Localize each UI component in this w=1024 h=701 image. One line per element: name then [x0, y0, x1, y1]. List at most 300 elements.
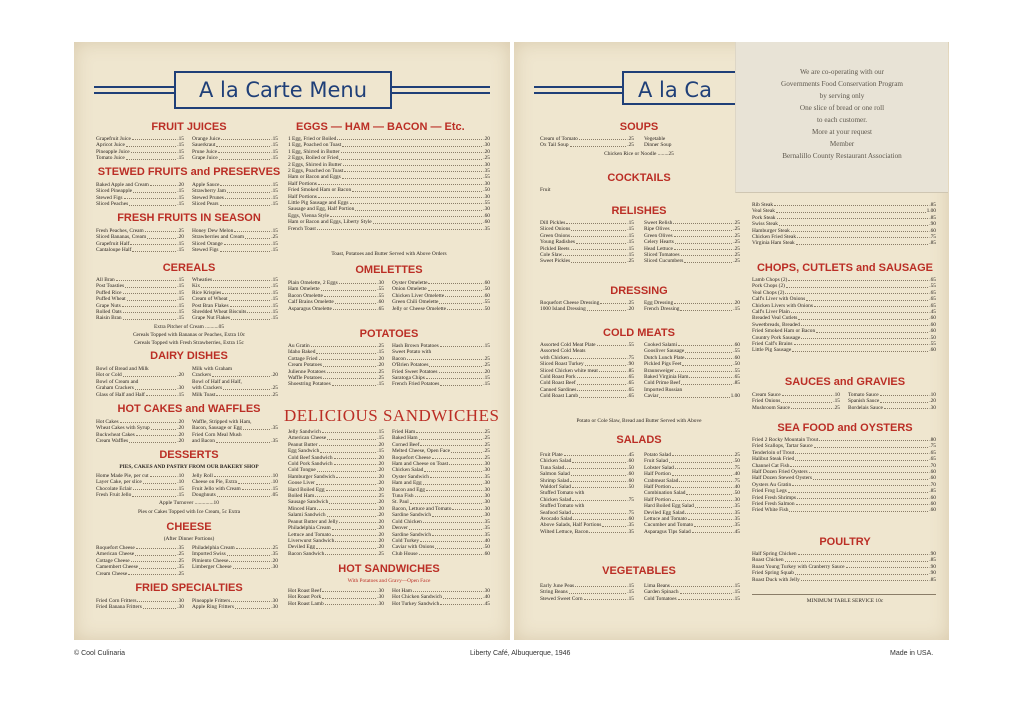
soups-extra: Chicken Rice or Noodle ........25	[604, 151, 674, 157]
potatoes-col2	[392, 343, 490, 388]
menu-item-name: 2 Eggs, Shirred in Butter	[288, 161, 342, 168]
dot-leader	[680, 306, 732, 310]
menu-item-price: .85	[929, 202, 936, 208]
dot-leader	[659, 393, 729, 397]
heading-cocktails: COCKTAILS	[607, 172, 671, 184]
menu-item-price: .25	[833, 404, 840, 411]
fried-specialties-col1	[96, 598, 184, 611]
menu-item-price: .15	[177, 155, 184, 162]
menu-item-price: .30	[483, 142, 490, 149]
menu-item-name: Layer Cake, per slice	[96, 479, 142, 486]
menu-item-price: .20	[177, 234, 184, 241]
menu-item-price: .15	[271, 309, 278, 316]
menu-item-name: Lettuce and Tomato	[288, 531, 331, 538]
heading-poultry: POULTRY	[819, 536, 871, 548]
menu-item-price: .40	[483, 537, 490, 544]
menu-item-name: Halibut Steak Fried	[752, 456, 795, 463]
dot-leader	[322, 588, 376, 592]
menu-item-name: Roast Chicken	[752, 557, 784, 564]
dot-leader	[130, 241, 176, 245]
menu-item-price: .85	[929, 214, 936, 221]
menu-item-name: Ham Omelette	[288, 286, 320, 293]
menu-item-name: Roast Young Turkey with Cranberry Sauce	[752, 563, 845, 570]
menu-item-price: .35	[733, 516, 740, 523]
desserts-extra: Apple Turnover ..............10	[159, 500, 219, 506]
menu-item-name: Pineapple Juice	[96, 148, 130, 155]
dot-leader	[143, 604, 176, 608]
dressing-col2	[644, 300, 740, 313]
menu-item-name: Sliced Bananas, Cream	[96, 234, 147, 241]
menu-item-price: .65	[929, 289, 936, 296]
notice-line-8: Bernalillo County Restaurant Association	[782, 152, 902, 160]
dot-leader	[430, 474, 482, 478]
menu-item-name: Sliced Roast Turkey	[540, 361, 584, 368]
cold-meats-col1	[540, 342, 634, 400]
heading-seafood: SEA FOOD and OYSTERS	[777, 422, 913, 434]
menu-item-name: Honey Dew Melon	[192, 228, 234, 234]
menu-item	[644, 393, 740, 399]
menu-item-name: Half Portion	[644, 484, 671, 491]
menu-item-price: .35	[271, 438, 278, 445]
menu-item	[96, 201, 184, 207]
menu-item-price: .60	[483, 212, 490, 219]
menu-item	[752, 507, 936, 513]
menu-item-price: .15	[271, 228, 278, 234]
dot-leader	[688, 516, 732, 520]
dot-leader	[674, 233, 733, 237]
menu-item-name: Rice Krispies	[192, 289, 222, 296]
menu-item-name: Deviled Egg Salad	[644, 509, 685, 516]
menu-item-name: Sweet Relish	[644, 220, 673, 226]
sauces-col1	[752, 392, 840, 411]
menu-item-price: .85	[627, 367, 634, 374]
heading-chops: CHOPS, CUTLETS and SAUSAGE	[756, 262, 934, 274]
menu-item-price: .15	[627, 252, 634, 259]
dot-leader	[781, 398, 832, 402]
menu-item-name: Corned Beef	[392, 441, 420, 448]
dot-leader	[692, 529, 733, 533]
dot-leader	[125, 283, 176, 287]
menu-item	[192, 604, 278, 610]
heading-cheese: CHEESE	[166, 521, 212, 533]
dot-leader	[218, 149, 270, 153]
dot-leader	[317, 226, 482, 230]
heading-dressing: DRESSING	[610, 285, 668, 297]
heading-fried-specialties: FRIED SPECIALTIES	[135, 582, 243, 594]
menu-item-price: .25	[733, 232, 740, 239]
dot-leader	[330, 213, 482, 217]
menu-item-name: Head Lettuce	[644, 245, 673, 252]
menu-item-price: .55	[627, 342, 634, 348]
cereals-col2	[192, 277, 278, 322]
menu-item-name: Fried Scallops, Tartar Sauce	[752, 443, 813, 450]
dot-leader	[243, 425, 270, 429]
menu-item-name: Bordelais Sauce	[848, 404, 883, 411]
hotcakes-col1	[96, 419, 184, 445]
menu-item-price: .25	[483, 355, 490, 362]
menu-item-name: Tuna Fish	[392, 493, 414, 500]
dot-leader	[673, 220, 732, 224]
menu-item-price: .30	[177, 604, 184, 611]
dot-leader	[602, 522, 626, 526]
dairy-col1	[96, 366, 184, 398]
menu-item-price: .15	[733, 306, 740, 313]
dot-leader	[423, 519, 482, 523]
desserts-note: Pies or Cakes Topped with Ice Cream, 5c Extra	[137, 509, 241, 515]
cereals-note-2: Cereals Topped with Bananas or Peaches, Extra 10c	[132, 332, 246, 338]
potatoes-col1	[288, 343, 384, 388]
menu-item-name: Cream Cheese	[96, 570, 128, 577]
menu-item-name: Fried White Fish	[752, 507, 789, 514]
menu-item-price: .20	[377, 486, 384, 493]
dot-leader	[685, 510, 732, 514]
menu-item	[288, 381, 384, 387]
dot-leader	[689, 374, 732, 378]
menu-item-price: .30	[483, 493, 490, 500]
menu-item-name: Fresh Fruit Jello	[96, 492, 132, 499]
menu-item-name: Bacon	[392, 355, 406, 362]
notice-line-3: by serving only	[819, 92, 865, 100]
dot-leader	[571, 246, 627, 250]
dot-leader	[579, 393, 626, 397]
dot-leader	[571, 233, 626, 237]
menu-item-name: Dill Pickles	[540, 220, 566, 226]
right-title-rule-2	[534, 92, 622, 94]
dot-leader	[335, 538, 376, 542]
menu-item-name: Stewed Figs	[96, 194, 123, 201]
dot-leader	[785, 557, 929, 561]
footer-caption: Liberty Café, Albuquerque, 1946	[470, 650, 571, 657]
menu-item-price: .70	[929, 481, 936, 488]
menu-item-price: .75	[627, 509, 634, 516]
menu-item-name: Goose Liver	[288, 480, 315, 487]
menu-item-price: .15	[271, 315, 278, 322]
menu-item-name: Cold Chicken	[392, 518, 422, 525]
menu-item-price: .60	[929, 315, 936, 322]
menu-item-name: Tomato Sauce	[848, 392, 879, 398]
menu-item-price: .20	[627, 306, 634, 313]
menu-item-name: Boiled Ham	[288, 493, 315, 500]
menu-item-price: .50	[483, 286, 490, 293]
menu-item-price: .55	[733, 367, 740, 374]
menu-item-name: Bowl of Half and Half,	[192, 378, 242, 385]
heading-salads: SALADS	[616, 434, 662, 446]
menu-item-name: Jelly Sandwich	[288, 429, 321, 435]
heading-omelettes: OMELETTES	[355, 264, 423, 276]
dot-leader	[220, 182, 270, 186]
menu-item-price: .25	[483, 362, 490, 369]
menu-item-name: Sliced Tomatoes	[644, 252, 680, 259]
menu-item-name: French Toast	[288, 225, 316, 232]
menu-item	[540, 596, 634, 602]
menu-item-price: .50	[733, 361, 740, 368]
menu-item-price: .10	[833, 392, 840, 398]
menu-item-name: Celery Hearts	[644, 239, 674, 246]
dot-leader	[671, 583, 732, 587]
dot-leader	[319, 356, 377, 360]
dot-leader	[317, 467, 376, 471]
menu-item-price: .60	[929, 347, 936, 354]
menu-item-price: .15	[177, 148, 184, 155]
menu-item-name: Oyster Sandwich	[392, 473, 429, 480]
dot-leader	[796, 501, 929, 505]
menu-item-price: .30	[177, 598, 184, 604]
menu-item-name: Cold Tongue	[288, 467, 316, 474]
dot-leader	[428, 286, 483, 290]
menu-item-name: Cream Potatoes	[288, 362, 322, 369]
dot-leader	[813, 475, 928, 479]
dot-leader	[126, 155, 176, 159]
heading-vegetables: VEGETABLES	[602, 565, 676, 577]
dot-leader	[814, 443, 929, 447]
menu-item-price: .30	[483, 206, 490, 213]
menu-item-price: .30	[483, 480, 490, 487]
menu-item-name: Channel Cat Fish	[752, 462, 790, 469]
menu-item-name: Wheat Cakes with Syrup	[96, 425, 150, 432]
dot-leader	[216, 142, 270, 146]
menu-title: A la Carte Menu	[174, 71, 392, 109]
dot-leader	[672, 452, 732, 456]
menu-item-name: Cucumber and Tomato	[644, 522, 694, 529]
menu-item-name: Ox Tail Soup	[540, 142, 569, 149]
dot-leader	[569, 589, 627, 593]
menu-item	[540, 142, 634, 148]
menu-item	[644, 529, 740, 535]
menu-item-name: O'Brien Potatoes	[392, 362, 429, 369]
menu-item-name: Fried Frog Legs	[752, 488, 787, 495]
menu-item-price: .35	[733, 522, 740, 529]
menu-item	[96, 438, 184, 444]
menu-item-price: .15	[271, 155, 278, 162]
dot-leader	[326, 487, 377, 491]
dot-leader	[675, 239, 732, 243]
menu-item-price: .25	[271, 391, 278, 398]
menu-item-name: Sliced Pineapple	[96, 188, 133, 195]
menu-item-name: Assorted Cold Meat Plate	[540, 342, 596, 348]
dot-leader	[352, 187, 482, 191]
menu-item-name: Green Olives	[644, 232, 673, 239]
dot-leader	[214, 473, 270, 477]
menu-item-price: .35	[627, 528, 634, 535]
menu-item-name: Camembert Cheese	[96, 564, 139, 571]
menu-item-price: .25	[377, 343, 384, 349]
dot-leader	[577, 374, 627, 378]
menu-item-price: .20	[377, 362, 384, 369]
dot-leader	[790, 463, 928, 467]
poultry-list	[752, 551, 936, 583]
dot-leader	[201, 283, 270, 287]
menu-item-price: 1.00	[926, 208, 936, 215]
menu-item-name: Wilted Lettuce, Bacon	[540, 528, 589, 535]
dot-leader	[685, 355, 732, 359]
menu-item-name: Ripe Olives	[644, 226, 670, 233]
menu-item-name: Sausage Sandwich	[288, 499, 329, 506]
dot-leader	[342, 174, 483, 178]
cereals-col1	[96, 277, 184, 322]
dot-leader	[809, 469, 929, 473]
menu-item-price: .20	[177, 438, 184, 445]
menu-item-price: .15	[177, 240, 184, 247]
stewed-col2	[192, 182, 278, 208]
menu-item-price: .15	[177, 492, 184, 499]
dot-leader	[350, 200, 483, 204]
menu-item-price: .15	[271, 247, 278, 254]
dot-leader	[686, 490, 732, 494]
menu-item-price: .60	[929, 475, 936, 482]
menu-item	[192, 492, 278, 498]
dot-leader	[336, 474, 376, 478]
menu-item-name: Kix	[192, 283, 201, 290]
menu-item-price: .60	[929, 321, 936, 328]
menu-item-price: .15	[271, 142, 278, 149]
menu-item-price: .60	[483, 280, 490, 286]
menu-item-name: Little Pig Sausage	[752, 347, 792, 354]
dot-leader	[220, 247, 271, 251]
menu-item-name: Apricot Juice	[96, 142, 125, 149]
menu-item-name: Cantaloupe Half	[96, 247, 132, 254]
menu-item-price: .40	[483, 594, 490, 601]
menu-item-price: .60	[929, 227, 936, 234]
menu-item-name: Fried Spring Squab	[752, 570, 794, 577]
menu-item-name: Avocado Salad	[540, 516, 573, 523]
menu-item-price: .20	[271, 557, 278, 564]
menu-item-price: .15	[177, 194, 184, 201]
omelettes-col2	[392, 280, 490, 312]
dot-leader	[123, 290, 177, 294]
dot-leader	[135, 551, 176, 555]
menu-item-name: Sauerkraut	[192, 142, 216, 149]
dot-leader	[565, 465, 626, 469]
menu-item-name: Chicken Livers with Onions	[752, 302, 813, 309]
menu-item-price: .20	[377, 355, 384, 362]
menu-item-price: .20	[733, 300, 740, 306]
hotcakes-col2	[192, 419, 278, 445]
dot-leader	[123, 372, 176, 376]
dot-leader	[245, 234, 270, 238]
dot-leader	[694, 522, 732, 526]
dot-leader	[792, 482, 928, 486]
menu-item-name: Cold Turkey	[392, 537, 420, 544]
menu-item-price: .15	[627, 226, 634, 233]
menu-item-name: Ham or Bacon and Eggs, Liberty Style	[288, 219, 372, 226]
menu-item-price: .25	[627, 136, 634, 142]
menu-item-price: .60	[627, 477, 634, 484]
menu-item-name: Combination Salad	[644, 490, 686, 497]
dot-leader	[235, 604, 270, 608]
menu-item-name: Doughnuts	[192, 492, 216, 499]
dot-leader	[323, 375, 376, 379]
dot-leader	[777, 215, 929, 219]
title-rule-right-2	[390, 92, 490, 94]
menu-item-name: Fried Corn Meal Mush	[192, 431, 242, 438]
menu-item-price: .20	[483, 136, 490, 142]
dot-leader	[323, 362, 376, 366]
dot-leader	[146, 392, 176, 396]
dot-leader	[233, 564, 271, 568]
dot-leader	[151, 425, 177, 429]
menu-item-price: .60	[929, 507, 936, 514]
menu-item	[540, 393, 634, 399]
menu-item-name: Half Portions	[288, 180, 317, 187]
dot-leader	[563, 252, 626, 256]
menu-item-price: .20	[377, 467, 384, 474]
menu-item-name: Puffed Wheat	[96, 296, 126, 303]
dot-leader	[341, 149, 483, 153]
dot-leader	[429, 362, 482, 366]
menu-item-name: Jelly Roll	[192, 473, 213, 479]
menu-item-name: Liverwurst Sandwich	[288, 537, 335, 544]
menu-item	[392, 551, 490, 557]
dot-leader	[426, 375, 482, 379]
menu-item-name: Vegetable	[644, 136, 666, 142]
dot-leader	[432, 512, 482, 516]
dot-leader	[320, 448, 376, 452]
menu-item-name: Philadelphia Cream	[192, 545, 235, 551]
dot-leader	[791, 228, 928, 232]
dot-leader	[332, 525, 377, 529]
dot-leader	[131, 558, 177, 562]
menu-item-price: .15	[177, 142, 184, 149]
menu-item-name: Plain Omelette, 2 Eggs	[288, 280, 338, 286]
dot-leader	[577, 387, 626, 391]
menu-item-price: .15	[483, 343, 490, 349]
menu-item-price: .35	[483, 531, 490, 538]
menu-item-price: .25	[483, 429, 490, 435]
menu-item-name: Post Toasties	[96, 283, 125, 290]
menu-item-price: .35	[733, 503, 740, 510]
menu-item-name: Ham and Cheese on Toast	[392, 461, 449, 468]
menu-item-price: .60	[929, 501, 936, 508]
dot-leader	[880, 392, 929, 396]
menu-item-price: .50	[483, 187, 490, 194]
menu-item	[192, 155, 278, 161]
menu-item-name: Sliced Cucumbers	[644, 258, 684, 265]
menu-item-price: 1.00	[730, 393, 740, 400]
menu-item	[644, 306, 740, 312]
menu-item-price: .15	[271, 283, 278, 290]
menu-item-name: Limberger Cheese	[192, 564, 232, 571]
dot-leader	[789, 507, 928, 511]
menu-item-price: .30	[483, 588, 490, 594]
menu-item-name: Chicken Salad	[392, 467, 424, 474]
dot-leader	[373, 219, 483, 223]
menu-item	[96, 392, 184, 398]
hot-sandwiches-subtitle: With Potatoes and Gravy—Open Face	[347, 578, 431, 584]
menu-item-name: Cole Slaw	[540, 252, 563, 259]
menu-item-price: .25	[733, 226, 740, 233]
menu-item-price: .55	[483, 200, 490, 207]
menu-item	[540, 529, 634, 535]
menu-item-name: Fried Ham	[392, 429, 416, 435]
dot-leader	[420, 442, 482, 446]
menu-item-name: Dinner Soup	[644, 142, 672, 149]
food-conservation-notice	[735, 42, 948, 193]
dot-leader	[325, 601, 377, 605]
dot-leader	[447, 306, 482, 310]
dot-leader	[846, 564, 929, 568]
menu-item-name: Roast Duck with Jelly	[752, 576, 800, 583]
menu-item-price: .85	[929, 240, 936, 247]
menu-item-name: Melted Cheese, Open Face	[392, 448, 451, 455]
dot-leader	[570, 478, 626, 482]
menu-item-price: .20	[177, 372, 184, 379]
dot-leader	[123, 309, 177, 313]
dot-leader	[150, 473, 177, 477]
menu-item-name: Green Chili Omelette	[392, 299, 439, 306]
dot-leader	[327, 512, 377, 516]
menu-item-name: Au Gratin	[288, 343, 310, 349]
menu-item-name: Hamburger Sandwich	[288, 473, 336, 480]
